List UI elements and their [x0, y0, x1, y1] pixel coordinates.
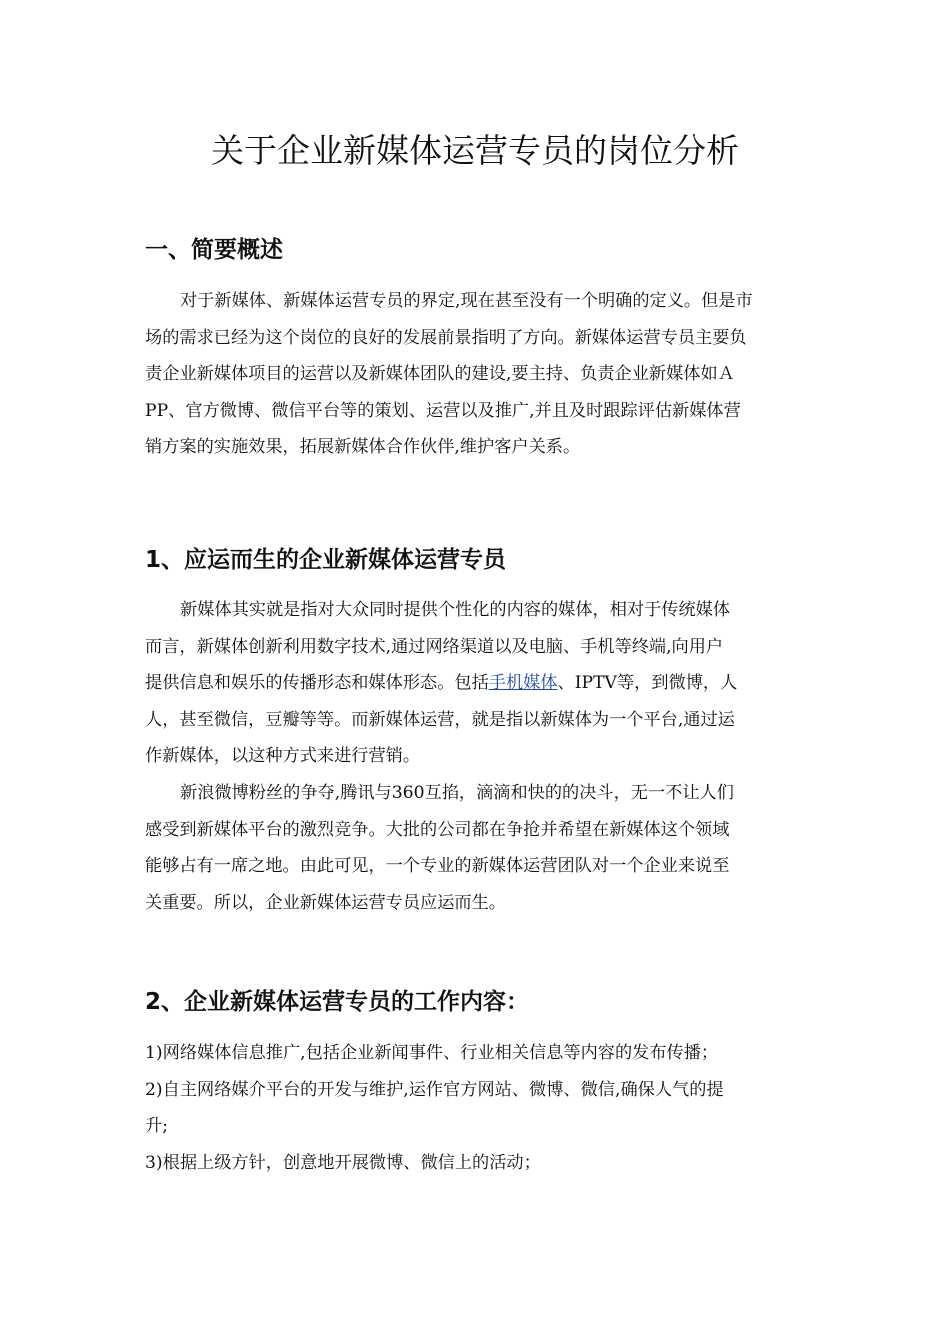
paragraph-new-media-definition	[145, 592, 817, 775]
list-item: 1)网络媒体信息推广,包括企业新闻事件、行业相关信息等内容的发布传播；	[145, 1043, 719, 1063]
paragraph-line: 新浪微博粉丝的争夺,腾讯与360互掐，滴滴和快的的决斗，无一不让人们	[180, 783, 734, 803]
text-fragment: 、IPTV等，到微博，人	[557, 673, 738, 694]
list-item-continuation: 升;	[145, 1116, 168, 1137]
paragraph-line: 能够占有一席之地。由此可见，一个专业的新媒体运营团队对一个企业来说至	[145, 856, 730, 877]
paragraph-line: 对于新媒体、新媒体运营专员的界定,现在甚至没有一个明确的定义。但是市	[180, 291, 753, 311]
paragraph-line	[145, 665, 817, 702]
list-item: 2)自主网络媒介平台的开发与维护,运作官方网站、微博、微信,确保人气的提	[145, 1079, 724, 1100]
section-heading-overview: 一、简要概述	[145, 237, 283, 263]
list-job-duties	[145, 1035, 817, 1181]
mobile-media-link[interactable]: 手机媒体	[488, 673, 558, 694]
paragraph-line: 销方案的实施效果，拓展新媒体合作伙伴,维护客户关系。	[145, 437, 581, 458]
paragraph-line: 感受到新媒体平台的激烈竞争。大批的公司都在争抢并希望在新媒体这个领域	[145, 819, 730, 840]
paragraph-line: 关重要。所以，企业新媒体运营专员应运而生。	[145, 892, 506, 913]
paragraph-line: 作新媒体，以这种方式来进行营销。	[145, 746, 421, 767]
paragraph-line: 而言，新媒体创新利用数字技术,通过网络渠道以及电脑、手机等终端,向用户	[145, 636, 724, 657]
paragraph-line: 场的需求已经为这个岗位的良好的发展前景指明了方向。新媒体运营专员主要负	[145, 327, 747, 348]
paragraph-line: 责企业新媒体项目的运营以及新媒体团队的建设,要主持、负责企业新媒体如Ａ	[145, 364, 735, 385]
paragraph-overview	[145, 283, 817, 466]
section-heading-job-content: 2、企业新媒体运营专员的工作内容：	[145, 989, 530, 1015]
paragraph-line: PP、官方微博、微信平台等的策划、运营以及推广,并且及时跟踪评估新媒体营	[145, 400, 741, 421]
text-fragment: 提供信息和娱乐的传播形态和媒体形态。包括	[145, 673, 489, 694]
list-item: 3)根据上级方针，创意地开展微博、微信上的活动；	[145, 1152, 541, 1173]
document-title: 关于企业新媒体运营专员的岗位分析	[211, 131, 739, 170]
paragraph-competition	[145, 775, 817, 921]
paragraph-line: 新媒体其实就是指对大众同时提供个性化的内容的媒体，相对于传统媒体	[180, 600, 731, 620]
paragraph-line: 人，甚至微信，豆瓣等等。而新媒体运营，就是指以新媒体为一个平台,通过运	[145, 709, 735, 730]
section-heading-emergence: 1、应运而生的企业新媒体运营专员	[145, 547, 507, 573]
